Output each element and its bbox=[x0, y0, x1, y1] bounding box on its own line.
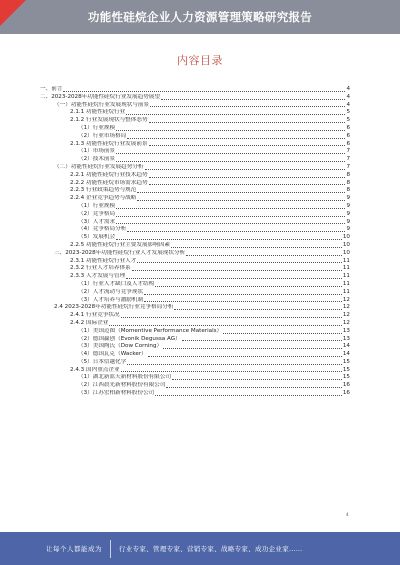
page-marker: 4 bbox=[346, 512, 349, 517]
toc-leader-dots bbox=[149, 184, 346, 185]
toc-entry-label: （5）发展机会 bbox=[78, 234, 116, 241]
toc-leader-dots bbox=[121, 317, 342, 318]
toc-leader-dots bbox=[137, 200, 345, 201]
toc-leader-dots bbox=[148, 356, 342, 357]
toc-entry[interactable] bbox=[40, 304, 350, 312]
toc-entry-label: （5）日本信越化学 bbox=[78, 358, 127, 365]
footer-divider bbox=[110, 540, 111, 558]
toc-entry[interactable] bbox=[40, 250, 350, 258]
toc-entry-page: 15 bbox=[342, 358, 350, 365]
toc-entry-page: 4 bbox=[346, 93, 350, 100]
toc-entry-label: 2.1.2 行业发展现状与整体态势 bbox=[70, 117, 148, 124]
toc-leader-dots bbox=[155, 395, 342, 396]
toc-entry-page: 6 bbox=[346, 140, 350, 147]
toc-entry-page: 8 bbox=[346, 179, 350, 186]
toc-entry[interactable] bbox=[40, 211, 350, 219]
toc-leader-dots bbox=[116, 208, 345, 209]
toc-leader-dots bbox=[149, 145, 346, 146]
toc-entry-page: 7 bbox=[346, 156, 350, 163]
toc-entry-page: 16 bbox=[342, 390, 350, 397]
toc-entry-page: 13 bbox=[342, 335, 350, 342]
toc-entry-label: 2.3.1 功能性硅烷行业人才 bbox=[70, 257, 137, 264]
toc-leader-dots bbox=[126, 278, 342, 279]
toc-entry-label: 2.4.3 国内重点企业 bbox=[70, 366, 120, 373]
toc-leader-dots bbox=[149, 177, 346, 178]
toc-entry-page: 10 bbox=[342, 234, 350, 241]
toc-entry-label: 2.1.3 功能性硅烷行业发展前景 bbox=[70, 140, 148, 147]
toc-entry-label: （二）功能性硅烷行业发展趋势分析 bbox=[54, 163, 144, 170]
toc-leader-dots bbox=[127, 138, 345, 139]
corner-accent bbox=[0, 0, 26, 26]
toc-entry-page: 11 bbox=[342, 265, 350, 272]
toc-leader-dots bbox=[137, 262, 342, 263]
toc-entry[interactable] bbox=[40, 312, 350, 320]
toc-entry-label: （2）江西晨光新材料股份有限公司 bbox=[78, 382, 166, 389]
toc-entry-page: 15 bbox=[342, 366, 350, 373]
toc-entry-page: 16 bbox=[342, 382, 350, 389]
toc-entry-label: 二、2023-2028年功能性硅烷行业发展趋势展望 bbox=[40, 93, 160, 100]
toc-entry-page: 9 bbox=[346, 226, 350, 233]
toc-entry[interactable] bbox=[40, 289, 350, 297]
toc-entry-label: 三、2023-2028年功能性硅烷行业人才发展现状分析 bbox=[54, 249, 186, 256]
toc-leader-dots bbox=[163, 348, 342, 349]
toc-entry-page: 11 bbox=[342, 273, 350, 280]
toc-entry[interactable] bbox=[40, 102, 350, 110]
toc-entry-label: 2.3.3 人才发展与管理 bbox=[70, 273, 126, 280]
toc-leader-dots bbox=[223, 333, 342, 334]
toc-leader-dots bbox=[161, 99, 345, 100]
toc-entry-page: 14 bbox=[342, 343, 350, 350]
toc-entry[interactable] bbox=[40, 320, 350, 328]
toc-entry-label: （2）竞争格局 bbox=[78, 210, 116, 217]
toc-entry-page: 10 bbox=[342, 241, 350, 248]
toc-entry-label: （1）湖北新蓝天新材料股份有限公司 bbox=[78, 374, 172, 381]
toc-entry-label: 2.4.1 行业竞争状况 bbox=[70, 312, 120, 319]
toc-entry[interactable] bbox=[40, 219, 350, 227]
toc-entry-page: 12 bbox=[342, 312, 350, 319]
toc-entry-page: 9 bbox=[346, 210, 350, 217]
toc-entry-label: 2.2.5 功能性硅烷行业主要发展影响因素 bbox=[70, 241, 170, 248]
toc-entry-label: （一）功能性硅烷行业发展现状与前景 bbox=[54, 101, 150, 108]
report-header bbox=[0, 0, 400, 34]
toc-entry[interactable] bbox=[40, 382, 350, 390]
toc-entry-label: （2）行业市场格局 bbox=[78, 132, 127, 139]
toc-entry-page: 6 bbox=[346, 132, 350, 139]
toc-entry-label: 2.4.2 国际企业 bbox=[70, 319, 109, 326]
footer-bar bbox=[0, 532, 400, 565]
toc-entry-page: 13 bbox=[342, 327, 350, 334]
toc-leader-dots bbox=[182, 340, 342, 341]
toc-leader-dots bbox=[116, 223, 345, 224]
toc-entry-page: 8 bbox=[346, 187, 350, 194]
toc-leader-dots bbox=[137, 192, 345, 193]
toc-entry[interactable] bbox=[40, 187, 350, 195]
toc-entry-page: 10 bbox=[342, 249, 350, 256]
toc-leader-dots bbox=[186, 255, 342, 256]
toc-leader-dots bbox=[126, 114, 345, 115]
toc-entry[interactable] bbox=[40, 125, 350, 133]
toc-entry-label: （3）江苏宏柏新材料股份公司 bbox=[78, 390, 155, 397]
toc-entry[interactable] bbox=[40, 156, 350, 164]
toc-entry[interactable] bbox=[40, 273, 350, 281]
toc-entry-page: 5 bbox=[346, 117, 350, 124]
toc-entry[interactable] bbox=[40, 164, 350, 172]
toc-leader-dots bbox=[149, 122, 346, 123]
toc-entry-label: 2.2.2 功能性硅烷市场需求趋势 bbox=[70, 179, 148, 186]
toc-entry-page: 9 bbox=[346, 202, 350, 209]
toc-entry-label: （1）行业人才缺口及人才结构 bbox=[78, 280, 155, 287]
toc-leader-dots bbox=[121, 371, 342, 372]
toc-entry-label: （3）人才培养与激励机制 bbox=[78, 296, 144, 303]
footer-slogan: 让每个人都能成为 bbox=[46, 545, 102, 553]
toc-entry[interactable] bbox=[40, 242, 350, 250]
toc-entry[interactable] bbox=[40, 195, 350, 203]
toc-entry-label: 2.2.1 功能性硅烷行业技术趋势 bbox=[70, 171, 148, 178]
toc-leader-dots bbox=[109, 325, 341, 326]
toc-entry[interactable] bbox=[40, 234, 350, 242]
toc-leader-dots bbox=[116, 161, 345, 162]
toc-entry-page: 4 bbox=[346, 86, 350, 92]
toc-leader-dots bbox=[116, 216, 345, 217]
toc-leader-dots bbox=[144, 301, 342, 302]
toc-entry[interactable] bbox=[40, 109, 350, 117]
toc-entry-page: 9 bbox=[346, 195, 350, 202]
toc-entry[interactable] bbox=[40, 374, 350, 382]
toc-entry-label: 2.1.1 功能性硅烷行业 bbox=[70, 109, 126, 116]
toc-entry[interactable] bbox=[40, 226, 350, 234]
toc-entry-label: （4）德国瓦克（Wacker） bbox=[78, 351, 147, 358]
toc-entry-label: （4）竞争格局分析 bbox=[78, 226, 127, 233]
toc-leader-dots bbox=[172, 379, 342, 380]
toc-entry[interactable] bbox=[40, 367, 350, 375]
toc-entry-page: 11 bbox=[342, 280, 350, 287]
toc-entry-page: 12 bbox=[342, 304, 350, 311]
toc-entry-label: （1）市场前景 bbox=[78, 148, 116, 155]
toc-entry-page: 6 bbox=[346, 124, 350, 131]
toc-leader-dots bbox=[144, 294, 342, 295]
toc-entry[interactable] bbox=[40, 343, 350, 351]
toc-entry-label: （2）人才流动与竞争现状 bbox=[78, 288, 144, 295]
toc-leader-dots bbox=[145, 169, 346, 170]
toc-entry-label: （3）人才需求 bbox=[78, 218, 116, 225]
toc-entry[interactable] bbox=[40, 297, 350, 305]
toc-entry[interactable] bbox=[40, 390, 350, 398]
toc-leader-dots bbox=[155, 286, 342, 287]
toc-entry[interactable] bbox=[40, 265, 350, 273]
toc-entry-page: 8 bbox=[346, 171, 350, 178]
toc-leader-dots bbox=[171, 247, 342, 248]
toc-entry[interactable] bbox=[40, 203, 350, 211]
toc-leader-dots bbox=[150, 106, 345, 107]
toc-leader-dots bbox=[166, 387, 341, 388]
toc-leader-dots bbox=[132, 270, 342, 271]
toc-entry-label: （1）行业规模 bbox=[78, 124, 116, 131]
toc-entry-page: 12 bbox=[342, 296, 350, 303]
footer-tagline: 行业专家、管理专家、营销专家、战略专家、成功企业家…… bbox=[119, 545, 303, 553]
toc-entry-page: 11 bbox=[342, 257, 350, 264]
toc-entry-label: （3）美国陶氏（Dow Corning） bbox=[78, 343, 163, 350]
toc-leader-dots bbox=[174, 309, 341, 310]
toc-entry-label: 2.4 2023-2028年功能性硅烷行业竞争格局分析 bbox=[54, 304, 174, 311]
toc-entry-label: 一、前言 bbox=[40, 86, 63, 92]
toc-leader-dots bbox=[116, 239, 342, 240]
toc-entry-page: 15 bbox=[342, 374, 350, 381]
toc-entry-page: 12 bbox=[342, 319, 350, 326]
toc-entry[interactable] bbox=[40, 336, 350, 344]
toc-entry-label: 2.2.4 企业竞争趋势与战略 bbox=[70, 195, 137, 202]
toc-entry[interactable] bbox=[40, 94, 350, 102]
toc-entry-page: 7 bbox=[346, 163, 350, 170]
toc-leader-dots bbox=[127, 231, 345, 232]
table-of-contents bbox=[40, 86, 350, 398]
toc-entry-label: （1）美国迈图（Momentive Performance Materials） bbox=[78, 327, 223, 334]
toc-entry-page: 5 bbox=[346, 109, 350, 116]
toc-entry[interactable] bbox=[40, 141, 350, 149]
toc-entry[interactable] bbox=[40, 117, 350, 125]
toc-entry[interactable] bbox=[40, 258, 350, 266]
toc-entry[interactable] bbox=[40, 351, 350, 359]
toc-title: 内容目录 bbox=[177, 54, 223, 67]
toc-entry[interactable] bbox=[40, 172, 350, 180]
toc-entry-label: （2）德国赢创（Evonik Degussa AG） bbox=[78, 335, 181, 342]
toc-entry-label: （1）行业规模 bbox=[78, 202, 116, 209]
toc-leader-dots bbox=[116, 130, 345, 131]
toc-leader-dots bbox=[127, 364, 342, 365]
toc-entry[interactable] bbox=[40, 148, 350, 156]
toc-entry-page: 9 bbox=[346, 218, 350, 225]
toc-entry-page: 7 bbox=[346, 148, 350, 155]
toc-entry[interactable] bbox=[40, 86, 350, 94]
toc-entry[interactable] bbox=[40, 359, 350, 367]
toc-entry-label: （2）技术前景 bbox=[78, 156, 116, 163]
toc-leader-dots bbox=[63, 91, 345, 92]
toc-entry-page: 4 bbox=[346, 101, 350, 108]
report-title: 功能性硅烷企业人力资源管理策略研究报告 bbox=[87, 10, 313, 24]
toc-leader-dots bbox=[116, 153, 345, 154]
toc-entry-page: 11 bbox=[342, 288, 350, 295]
toc-entry[interactable] bbox=[40, 328, 350, 336]
toc-entry[interactable] bbox=[40, 133, 350, 141]
toc-entry[interactable] bbox=[40, 281, 350, 289]
toc-entry-label: 2.2.3 行业政策趋势与规范 bbox=[70, 187, 137, 194]
toc-entry[interactable] bbox=[40, 180, 350, 188]
toc-entry-label: 2.3.2 行业人才培养体系 bbox=[70, 265, 131, 272]
toc-entry-page: 14 bbox=[342, 351, 350, 358]
